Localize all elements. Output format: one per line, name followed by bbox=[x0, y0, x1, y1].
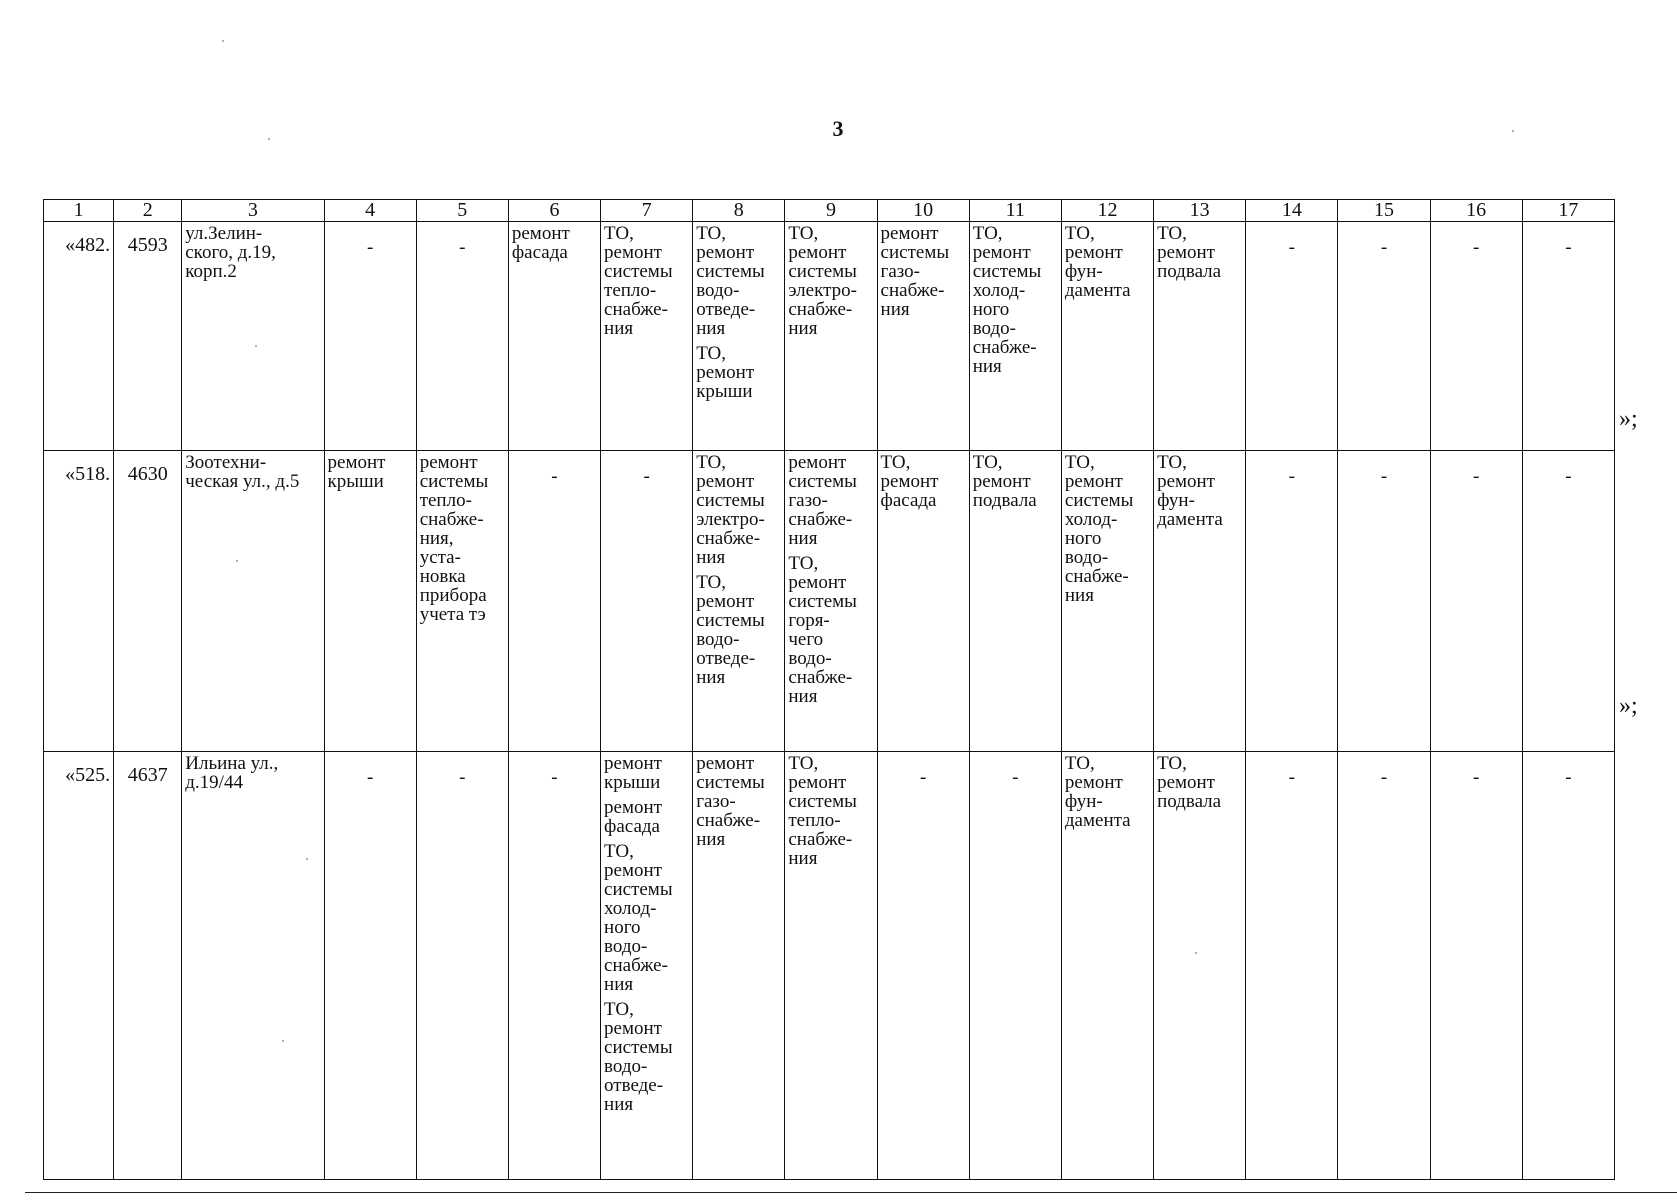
cell-entry: - bbox=[1380, 237, 1388, 258]
empty-work-cell bbox=[1522, 451, 1614, 752]
cell-entry: ТО, ремонт системы электро- снабже- ния bbox=[696, 452, 765, 568]
cell-entry: - bbox=[1473, 237, 1480, 258]
column-number-header: 13 bbox=[1154, 200, 1246, 222]
row-number-cell bbox=[44, 451, 114, 752]
building-code-cell bbox=[114, 451, 182, 752]
cell-entry: ТО, ремонт системы холод- ного водо- снабже- ния bbox=[1064, 452, 1134, 606]
cell-entry: ТО, ремонт подвала bbox=[972, 452, 1037, 511]
cell-entry: - bbox=[459, 237, 466, 258]
cell-entry: ТО, ремонт системы горя- чего водо- снабже- ния bbox=[788, 553, 857, 707]
cell-entry: - bbox=[1380, 466, 1388, 487]
cell-entry: ремонт фасада bbox=[511, 223, 570, 263]
work-type-cell bbox=[785, 222, 877, 451]
column-number-header: 6 bbox=[508, 200, 600, 222]
empty-work-cell bbox=[508, 752, 600, 1180]
scan-speck bbox=[306, 858, 308, 860]
cell-entry: ремонт системы газо- снабже- ния bbox=[696, 753, 765, 850]
scan-speck bbox=[255, 345, 257, 347]
row-closing-mark: »; bbox=[1619, 693, 1638, 719]
scan-speck bbox=[236, 560, 238, 562]
cell-entry: ТО, ремонт подвала bbox=[1157, 223, 1222, 282]
work-type-cell bbox=[693, 752, 785, 1180]
work-type-cell bbox=[1154, 451, 1246, 752]
work-type-cell bbox=[1061, 222, 1153, 451]
cell-entry: 4630 bbox=[127, 463, 168, 485]
cell-entry: «518. bbox=[65, 463, 111, 485]
empty-work-cell bbox=[601, 451, 693, 752]
scan-speck bbox=[1512, 130, 1514, 132]
cell-entry: ТО, ремонт фасада bbox=[880, 452, 939, 511]
column-number-header: 5 bbox=[416, 200, 508, 222]
column-number-header: 17 bbox=[1522, 200, 1614, 222]
scan-speck bbox=[222, 40, 224, 42]
row-number-cell bbox=[44, 752, 114, 1180]
building-code-cell bbox=[114, 222, 182, 451]
building-code-cell bbox=[114, 752, 182, 1180]
column-number-header: 9 bbox=[785, 200, 877, 222]
work-type-cell bbox=[969, 222, 1061, 451]
cell-entry: ремонт системы тепло- снабже- ния, уста- новка прибора учета тэ bbox=[419, 452, 489, 625]
cell-entry: - bbox=[1380, 767, 1388, 788]
cell-entry: - bbox=[366, 237, 374, 258]
cell-entry: ТО, ремонт подвала bbox=[1157, 753, 1222, 812]
empty-work-cell bbox=[1246, 451, 1338, 752]
cell-entry: «482. bbox=[65, 234, 111, 256]
address-cell bbox=[182, 451, 324, 752]
work-type-cell bbox=[877, 222, 969, 451]
cell-entry: Ильина ул., д.19/44 bbox=[185, 753, 279, 793]
cell-entry: - bbox=[551, 767, 558, 788]
cell-entry: ТО, ремонт системы тепло- снабже- ния bbox=[788, 753, 857, 869]
empty-work-cell bbox=[1522, 752, 1614, 1180]
cell-entry: «525. bbox=[65, 764, 111, 786]
page-number: 3 bbox=[832, 116, 844, 141]
address-cell bbox=[182, 752, 324, 1180]
empty-work-cell bbox=[877, 752, 969, 1180]
cell-entry: ТО, ремонт системы холод- ного водо- снабже- ния bbox=[604, 841, 673, 995]
cell-entry: - bbox=[1565, 237, 1572, 258]
cell-entry: ТО, ремонт системы водо- отведе- ния bbox=[696, 223, 765, 339]
cell-entry: - bbox=[1288, 767, 1295, 788]
cell-entry: ТО, ремонт системы водо- отведе- ния bbox=[604, 999, 673, 1115]
empty-work-cell bbox=[1246, 222, 1338, 451]
table-row bbox=[44, 222, 1615, 451]
column-number-header: 3 bbox=[182, 200, 324, 222]
cell-entry: ТО, ремонт фун- дамента bbox=[1064, 753, 1131, 831]
cell-entry: Зоотехни- ческая ул., д.5 bbox=[185, 452, 300, 492]
cell-entry: - bbox=[1288, 237, 1295, 258]
work-type-cell bbox=[1154, 222, 1246, 451]
empty-work-cell bbox=[1246, 752, 1338, 1180]
address-cell bbox=[182, 222, 324, 451]
cell-entry: 4593 bbox=[127, 234, 168, 256]
cell-entry: ТО, ремонт системы тепло- снабже- ния bbox=[604, 223, 673, 339]
work-type-cell bbox=[1061, 752, 1153, 1180]
cell-entry: ремонт фасада bbox=[604, 797, 662, 837]
work-type-cell bbox=[601, 752, 693, 1180]
scan-speck bbox=[1195, 952, 1197, 954]
cell-entry: ТО, ремонт фун- дамента bbox=[1064, 223, 1131, 301]
column-number-header: 10 bbox=[877, 200, 969, 222]
work-type-cell bbox=[508, 222, 600, 451]
row-number-cell bbox=[44, 222, 114, 451]
repair-schedule-table bbox=[43, 199, 1615, 1180]
work-type-cell bbox=[693, 222, 785, 451]
cell-entry: - bbox=[1473, 767, 1480, 788]
cell-entry: ул.Зелин- ского, д.19, корп.2 bbox=[185, 223, 276, 282]
empty-work-cell bbox=[416, 222, 508, 451]
work-type-cell bbox=[416, 451, 508, 752]
empty-work-cell bbox=[1338, 451, 1430, 752]
cell-entry: - bbox=[1565, 466, 1572, 487]
empty-work-cell bbox=[1430, 222, 1522, 451]
table-row bbox=[44, 752, 1615, 1180]
work-type-cell bbox=[601, 222, 693, 451]
cell-entry: - bbox=[366, 767, 374, 788]
scan-speck bbox=[282, 1040, 284, 1042]
cell-entry: ТО, ремонт фун- дамента bbox=[1157, 452, 1223, 530]
work-type-cell bbox=[785, 451, 877, 752]
cell-entry: - bbox=[459, 767, 466, 788]
work-type-cell bbox=[324, 451, 416, 752]
cell-entry: - bbox=[551, 466, 558, 487]
empty-work-cell bbox=[1338, 222, 1430, 451]
cell-entry: ТО, ремонт системы электро- снабже- ния bbox=[788, 223, 857, 339]
work-type-cell bbox=[785, 752, 877, 1180]
cell-entry: - bbox=[1012, 767, 1019, 788]
cell-entry: - bbox=[1288, 466, 1295, 487]
page-bottom-rule bbox=[25, 1192, 1677, 1193]
empty-work-cell bbox=[1522, 222, 1614, 451]
row-closing-mark: »; bbox=[1619, 406, 1638, 432]
work-type-cell bbox=[1061, 451, 1153, 752]
column-number-header: 12 bbox=[1061, 200, 1153, 222]
cell-entry: - bbox=[1473, 466, 1480, 487]
work-type-cell bbox=[969, 451, 1061, 752]
cell-entry: - bbox=[919, 767, 927, 788]
empty-work-cell bbox=[1430, 451, 1522, 752]
cell-entry: ТО, ремонт крыши bbox=[696, 343, 755, 402]
work-type-cell bbox=[1154, 752, 1246, 1180]
cell-entry: ТО, ремонт системы холод- ного водо- снабже- ния bbox=[972, 223, 1042, 377]
column-number-header: 2 bbox=[114, 200, 182, 222]
table-row bbox=[44, 451, 1615, 752]
cell-entry: - bbox=[1565, 767, 1572, 788]
table-body bbox=[44, 200, 1615, 1180]
column-number-header: 1 bbox=[44, 200, 114, 222]
empty-work-cell bbox=[416, 752, 508, 1180]
cell-entry: ремонт системы газо- снабже- ния bbox=[880, 223, 950, 320]
column-number-header: 8 bbox=[693, 200, 785, 222]
column-number-header-row bbox=[44, 200, 1615, 222]
empty-work-cell bbox=[508, 451, 600, 752]
column-number-header: 14 bbox=[1246, 200, 1338, 222]
column-number-header: 15 bbox=[1338, 200, 1430, 222]
column-number-header: 16 bbox=[1430, 200, 1522, 222]
empty-work-cell bbox=[1430, 752, 1522, 1180]
cell-entry: ремонт крыши bbox=[604, 753, 662, 793]
empty-work-cell bbox=[324, 222, 416, 451]
work-type-cell bbox=[877, 451, 969, 752]
cell-entry: - bbox=[643, 466, 650, 487]
cell-entry: ремонт системы газо- снабже- ния bbox=[788, 452, 857, 549]
cell-entry: ТО, ремонт системы водо- отведе- ния bbox=[696, 572, 765, 688]
column-number-header: 4 bbox=[324, 200, 416, 222]
work-type-cell bbox=[693, 451, 785, 752]
column-number-header: 11 bbox=[969, 200, 1061, 222]
empty-work-cell bbox=[969, 752, 1061, 1180]
scan-speck bbox=[268, 138, 270, 140]
cell-entry: 4637 bbox=[127, 764, 168, 786]
column-number-header: 7 bbox=[601, 200, 693, 222]
cell-entry: ремонт крыши bbox=[327, 452, 386, 492]
empty-work-cell bbox=[324, 752, 416, 1180]
empty-work-cell bbox=[1338, 752, 1430, 1180]
